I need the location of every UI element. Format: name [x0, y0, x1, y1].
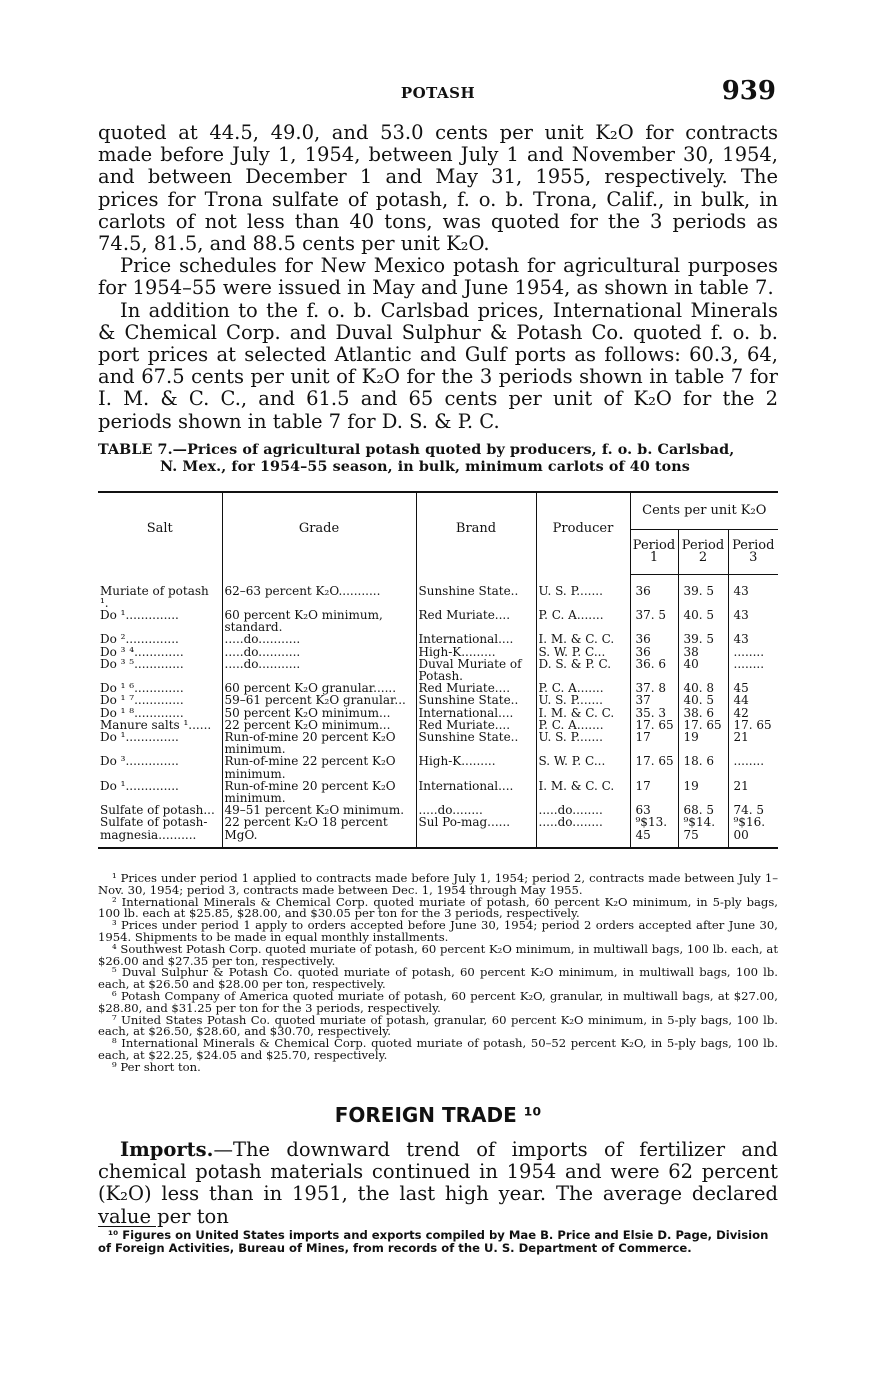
- cell-p2: 38: [678, 646, 728, 658]
- cell-salt: Do ³ ⁴.............: [100, 644, 184, 659]
- footnote-4: ⁴ Southwest Potash Corp. quoted muriate of potash, 60 percent K₂O minimum, in multiwall bags, 100 lb. each, at $26.00 and $27.35 per ton, respectively.: [98, 941, 778, 968]
- cell-p2: 19: [678, 780, 728, 804]
- cell-p2: 40. 8: [678, 682, 728, 694]
- table-caption-line1: TABLE 7.—Prices of agricultural potash quoted by producers, f. o. b. Carlsbad,: [98, 442, 735, 458]
- footnote-9: ⁹ Per short ton.: [112, 1059, 201, 1074]
- cell-producer: I. M. & C. C.: [536, 780, 630, 804]
- cell-brand: High-K.........: [416, 646, 536, 658]
- column-header-period-3: Period 3: [728, 530, 778, 575]
- cell-p2: 19: [678, 731, 728, 755]
- cell-brand: Sunshine State..: [416, 575, 536, 609]
- footnote-6: ⁶ Potash Company of America quoted muriate of potash, 60 percent K₂O, granular, in multiwall bags, at $27.00, $28.80, and $31.25 per ton for the 3 periods, respectively.: [98, 988, 778, 1015]
- cell-grade: .....do...........: [222, 646, 416, 658]
- price-table: [98, 491, 778, 849]
- cell-brand: Sunshine State..: [416, 731, 536, 755]
- footnote-1: ¹ Prices under period 1 applied to contracts made before July 1, 1954; period 2, contracts made between July 1–Nov. 30, 1954; period 3, contracts made between Dec. 1, 1954 through May 1955.: [98, 871, 778, 897]
- column-header-period-2: Period 2: [678, 530, 728, 575]
- imports-body: —The downward trend of imports of fertilizer and chemical potash materials continued in 1954 and were 62 percent (K₂O) less than in 1951, the last high year. The average declared value per ton: [98, 1138, 778, 1228]
- cell-producer: D. S. & P. C.: [536, 658, 630, 682]
- section-heading-foreign-trade: FOREIGN TRADE ¹⁰: [334, 1103, 542, 1127]
- cell-p1: ⁹$13. 45: [630, 816, 678, 846]
- cell-p3: 17. 65: [728, 719, 778, 731]
- cell-grade: .....do...........: [222, 658, 416, 682]
- cell-salt: Do ³..............: [100, 754, 179, 769]
- footnote-3: ³ Prices under period 1 apply to orders accepted before June 30, 1954; period 2 orders accepted after June 30, 1954. Shipments to be made in equal monthly installments.: [98, 918, 778, 944]
- cell-salt: Do ¹ ⁷.............: [100, 693, 184, 708]
- cell-grade: Run-of-mine 20 percent K₂O minimum.: [222, 731, 416, 755]
- cell-producer: U. S. P.......: [536, 694, 630, 706]
- cell-p3: 21: [728, 780, 778, 804]
- cell-producer: I. M. & C. C.: [536, 707, 630, 719]
- column-header-period-1: Period 1: [630, 530, 678, 575]
- cell-p1: 36: [630, 646, 678, 658]
- cell-p2: 68. 5: [678, 804, 728, 816]
- cell-brand: High-K.........: [416, 755, 536, 779]
- footnote-5: ⁵ Duval Sulphur & Potash Co. quoted muriate of potash, 60 percent K₂O minimum, in multiwall bags, 100 lb. each, at $26.50 and $28.00 per ton, respectively.: [98, 965, 778, 992]
- cell-salt: Do ¹ ⁶.............: [100, 681, 184, 696]
- cell-p1: 17: [630, 780, 678, 804]
- cell-producer: P. C. A.......: [536, 682, 630, 694]
- cell-grade: 60 percent K₂O minimum, standard.: [222, 609, 416, 633]
- cell-p1: 37. 5: [630, 609, 678, 633]
- intro-text: [98, 122, 778, 433]
- cell-salt: Muriate of potash ¹.: [100, 583, 209, 610]
- cell-grade: 49–51 percent K₂O minimum.: [222, 804, 416, 816]
- cell-p3: 42: [728, 707, 778, 719]
- cell-salt: Do ¹..............: [100, 778, 179, 793]
- cell-grade: Run-of-mine 20 percent K₂O minimum.: [222, 780, 416, 804]
- cell-p2: 39. 5: [678, 575, 728, 609]
- cell-p3: ........: [728, 658, 778, 682]
- cell-salt: Do ¹..............: [100, 729, 179, 744]
- cell-p2: 40. 5: [678, 609, 728, 633]
- table-row: [98, 731, 778, 755]
- cell-grade: 22 percent K₂O 18 percent MgO.: [222, 816, 416, 846]
- running-title: POTASH: [400, 84, 476, 102]
- cell-p2: 39. 5: [678, 633, 728, 645]
- footnote-7: ⁷ United States Potash Co. quoted muriate of potash, granular, 60 percent K₂O minimum, in 5-ply bags, 100 lb. each, at $26.50, $28.60, and $30.70, respectively.: [98, 1012, 778, 1039]
- cell-grade: 60 percent K₂O granular......: [222, 682, 416, 694]
- column-header-brand: Brand: [416, 493, 536, 575]
- cell-salt: Do ²..............: [100, 632, 179, 647]
- cell-p3: 43: [728, 609, 778, 633]
- cell-grade: 62–63 percent K₂O...........: [222, 575, 416, 609]
- cell-p3: 21: [728, 731, 778, 755]
- cell-brand: International....: [416, 633, 536, 645]
- page-number: 939: [721, 76, 776, 106]
- cell-grade: 22 percent K₂O minimum...: [222, 719, 416, 731]
- footnote-8: ⁸ International Minerals & Chemical Corp. quoted muriate of potash, 50–52 percent K₂O, in 5-ply bags, 100 lb. each, at $22.25, $24.05 and $25.70, respectively.: [98, 1036, 778, 1062]
- cell-p3: 43: [728, 633, 778, 645]
- cell-brand: International....: [416, 780, 536, 804]
- cell-producer: P. C. A.......: [536, 719, 630, 731]
- cell-producer: S. W. P. C...: [536, 646, 630, 658]
- cell-producer: I. M. & C. C.: [536, 633, 630, 645]
- imports-text: [98, 1139, 778, 1228]
- table-row: [98, 780, 778, 804]
- paragraph-price-schedules: Price schedules for New Mexico potash for agricultural purposes for 1954–55 were issued in May and June 1954, as shown in table 7.: [98, 254, 778, 300]
- cell-salt: Do ³ ⁵.............: [100, 656, 184, 671]
- cell-brand: International....: [416, 707, 536, 719]
- table-footnotes: [98, 873, 778, 1074]
- cell-salt: Do ¹ ⁸.............: [100, 705, 184, 720]
- column-header-producer: Producer: [536, 493, 630, 575]
- cell-grade: 50 percent K₂O minimum...: [222, 707, 416, 719]
- cell-producer: U. S. P.......: [536, 731, 630, 755]
- cell-brand: Red Muriate....: [416, 609, 536, 633]
- column-header-cents-group: Cents per unit K₂O: [630, 493, 778, 530]
- table-row: [98, 694, 778, 706]
- cell-p2: 40: [678, 658, 728, 682]
- footnote-2: ² International Minerals & Chemical Corp. quoted muriate of potash, 60 percent K₂O minimum, in 5-ply bags, 100 lb. each at $25.85, $28.00, and $30.05 per ton for the 3 periods, respectively.: [98, 894, 778, 921]
- paragraph-port-prices: In addition to the f. o. b. Carlsbad prices, International Minerals & Chemical Corp. and Duval Sulphur & Potash Co. quoted f. o. b. port prices at selected Atlantic and Gulf ports as follows: 60.3, 64, and 67.5 cents per unit of K₂O for the 3 periods shown in table 7 for I. M. & C. C., and 61.5 and 65 cents per unit of K₂O for the 2 periods shown in table 7 for D. S. & P. C.: [98, 298, 778, 433]
- cell-grade: .....do...........: [222, 633, 416, 645]
- cell-salt: Manure salts ¹......: [100, 717, 212, 732]
- cell-grade: Run-of-mine 22 percent K₂O minimum.: [222, 755, 416, 779]
- cell-p1: 36: [630, 575, 678, 609]
- table-row: [98, 707, 778, 719]
- cell-p1: 17. 65: [630, 719, 678, 731]
- table-row: [98, 658, 778, 682]
- cell-brand: Red Muriate....: [416, 682, 536, 694]
- cell-p3: 45: [728, 682, 778, 694]
- cell-p1: 37. 8: [630, 682, 678, 694]
- table-row: [98, 609, 778, 633]
- cell-producer: .....do........: [536, 816, 630, 846]
- imports-runin-heading: Imports.: [120, 1138, 214, 1161]
- paragraph-continuation: quoted at 44.5, 49.0, and 53.0 cents per unit K₂O for contracts made before July 1, 1954, between July 1 and November 30, 1954, and between December 1 and May 31, 1955, respectively. The prices for Trona sulfate of potash, f. o. b. Trona, Calif., in bulk, in carlots of not less than 40 tons, was quoted for the 3 periods as 74.5, 81.5, and 88.5 cents per unit K₂O.: [98, 121, 778, 256]
- cell-p3: 44: [728, 694, 778, 706]
- cell-brand: Red Muriate....: [416, 719, 536, 731]
- cell-p1: 36: [630, 633, 678, 645]
- cell-brand: .....do........: [416, 804, 536, 816]
- cell-producer: .....do........: [536, 804, 630, 816]
- table-row: [98, 575, 778, 609]
- cell-p1: 63: [630, 804, 678, 816]
- table-row: [98, 646, 778, 658]
- table-row: [98, 633, 778, 645]
- bottom-footnote: [98, 1229, 778, 1255]
- imports-paragraph: [98, 1139, 778, 1228]
- cell-producer: P. C. A.......: [536, 609, 630, 633]
- table-row: [98, 755, 778, 779]
- cell-p1: 17: [630, 731, 678, 755]
- table-body: [98, 575, 778, 847]
- cell-brand: Sul Po-mag......: [416, 816, 536, 846]
- cell-p1: 36. 6: [630, 658, 678, 682]
- footnote-10: ¹⁰ Figures on United States imports and exports compiled by Mae B. Price and Elsie D. Page, Division of Foreign Activities, Bureau of Mines, from records of the U. S. Department of Commerce.: [98, 1228, 769, 1255]
- cell-grade: 59–61 percent K₂O granular...: [222, 694, 416, 706]
- table-row: [98, 816, 778, 846]
- cell-p1: 35. 3: [630, 707, 678, 719]
- cell-p3: ........: [728, 646, 778, 658]
- column-header-grade: Grade: [222, 493, 416, 575]
- cell-p2: ⁹$14. 75: [678, 816, 728, 846]
- cell-salt: Do ¹..............: [100, 607, 179, 622]
- cell-brand: Sunshine State..: [416, 694, 536, 706]
- cell-p2: 38. 6: [678, 707, 728, 719]
- cell-brand: Duval Muriate of Potash.: [416, 658, 536, 682]
- table-caption-line2: N. Mex., for 1954–55 season, in bulk, minimum carlots of 40 tons: [160, 459, 690, 475]
- column-header-salt: Salt: [146, 520, 173, 536]
- table-caption: [98, 442, 778, 476]
- cell-p2: 40. 5: [678, 694, 728, 706]
- cell-salt: Sulfate of potash-magnesia..........: [100, 815, 208, 842]
- cell-producer: U. S. P.......: [536, 575, 630, 609]
- cell-p3: ⁹$16. 00: [728, 816, 778, 846]
- running-head: [98, 78, 778, 108]
- cell-salt: Sulfate of potash...: [100, 803, 215, 818]
- cell-p2: 17. 65: [678, 719, 728, 731]
- cell-p2: 18. 6: [678, 755, 728, 779]
- footnote-rule: [98, 1226, 156, 1227]
- cell-p1: 37: [630, 694, 678, 706]
- cell-p3: 43: [728, 575, 778, 609]
- cell-producer: S. W. P. C...: [536, 755, 630, 779]
- cell-p3: ........: [728, 755, 778, 779]
- cell-p3: 74. 5: [728, 804, 778, 816]
- cell-p1: 17. 65: [630, 755, 678, 779]
